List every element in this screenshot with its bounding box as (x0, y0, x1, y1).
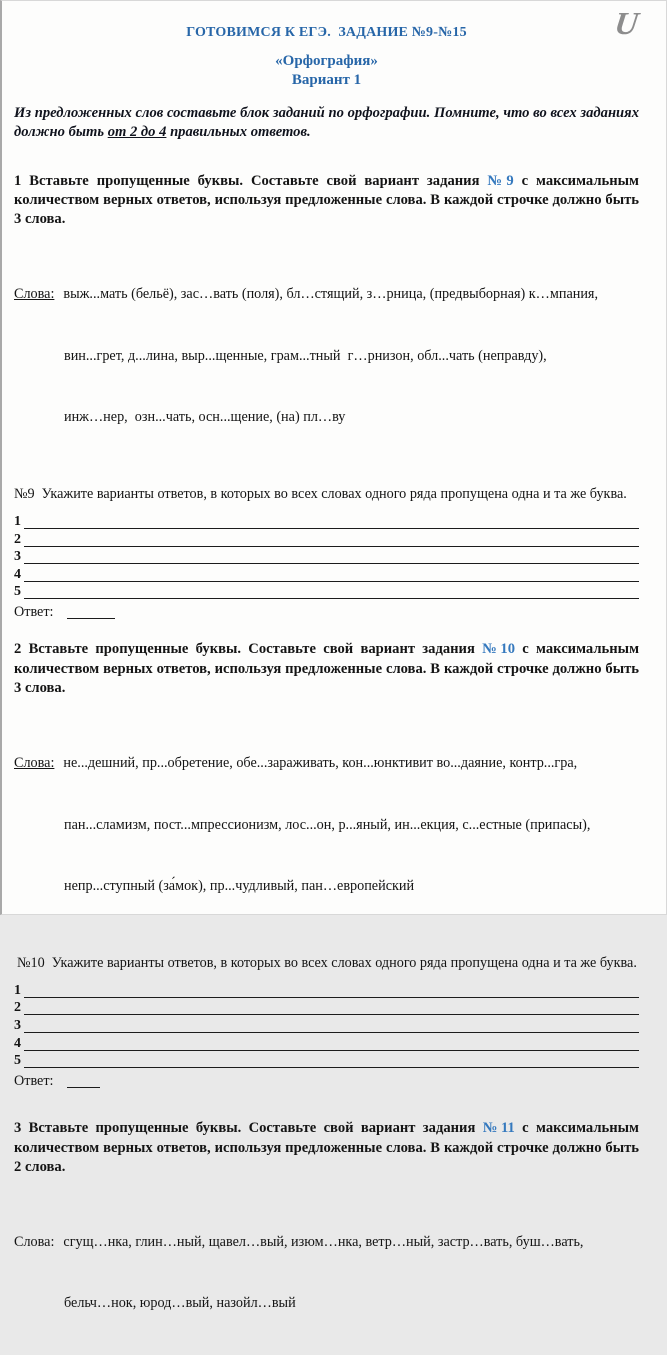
ruled-row (14, 564, 639, 582)
task-2-text-before: Вставьте пропущенные буквы. Составьте свой вариант задания (28, 641, 483, 658)
task-1-answer-label: Ответ: (14, 604, 54, 621)
ruled-blank-line (24, 545, 639, 547)
ruled-row (14, 1051, 639, 1069)
ruled-row-number: 5 (14, 1053, 21, 1069)
ruled-row (14, 547, 639, 565)
task-2-question-text: Укажите варианты ответов, в которых во всех словах одного ряда пропущена одна и та же буква. (51, 955, 637, 972)
task-2-question (14, 953, 639, 973)
task-1-number: 1 (14, 172, 22, 189)
ruled-row-number: 2 (14, 531, 21, 547)
task-2-words-line: пан...сламизм, пост...мпрессионизм, лос...он, р...яный, ин...екция, с...естные (припасы), (64, 816, 591, 833)
task-1-question-text: Укажите варианты ответов, в которых во всех словах одного ряда пропущена одна и та же буква. (41, 486, 627, 503)
task-2-words-line: не...дешний, пр...обретение, обе...зараживать, кон...юнктивит во...даяние, контр...гра, (63, 754, 578, 771)
task-1-text-after: с максимальным количеством верных ответов, используя предложенные слова. В каждой строчке должно быть 3 слова. (14, 172, 639, 228)
task-2-ref: №10 (482, 641, 516, 658)
task-3-text-before: Вставьте пропущенные буквы. Составьте свой вариант задания (28, 1120, 483, 1137)
ruled-blank-line (24, 1049, 639, 1051)
task-1-answer-lines (14, 511, 639, 599)
ruled-row-number: 1 (14, 982, 21, 998)
task-2-question-ref: №10 (17, 955, 45, 972)
ruled-row-number: 3 (14, 1018, 21, 1034)
task-2-words (14, 712, 639, 939)
doc-subtitle: «Орфография» (275, 53, 378, 69)
task-1-text-before: Вставьте пропущенные буквы. Составьте свой вариант задания (29, 172, 488, 189)
task-1-ref: №9 (487, 172, 514, 189)
task-1-words-line: инж…нер, озн...чать, осн...щение, (на) пл…ву (64, 409, 346, 426)
instructions-text-before: Из предложенных слов составьте блок заданий по орфографии. Помните, что во всех заданиях должно быть (14, 105, 639, 141)
task-3-text-after: с максимальным количеством верных ответов, используя предложенные слова. В каждой строчке должно быть 2 слова. (14, 1120, 639, 1176)
doc-title: ГОТОВИМСЯ К ЕГЭ. ЗАДАНИЕ №9-№15 (186, 25, 467, 40)
ruled-row-number: 1 (14, 514, 21, 529)
watermark-monogram: U (612, 5, 641, 41)
ruled-row (14, 511, 639, 529)
task-3-statement (14, 1119, 639, 1177)
document-header (14, 25, 639, 89)
task-1-words-line: вин...грет, д...лина, выр...щенные, грам...тный г…рнизон, обл...чать (неправду), (64, 347, 547, 364)
task-3-words-line: сгущ…нка, глин…ный, щавел…вый, изюм…нка, ветр…ный, застр…вать, буш…вать, (63, 1233, 584, 1250)
task-3-words (14, 1190, 639, 1355)
ruled-row-number: 5 (14, 584, 21, 600)
task-3-words-label: Слова: (14, 1233, 55, 1250)
ruled-row (14, 1015, 639, 1033)
ruled-row-number: 4 (14, 1035, 21, 1051)
general-instructions (14, 104, 639, 143)
task-2-answer-row (14, 1071, 639, 1090)
task-2-words-line: непр...ступный (за́мок), пр...чудливый, пан…европейский (64, 878, 415, 895)
ruled-blank-line (24, 996, 639, 998)
task-1-answer-row (14, 602, 639, 621)
ruled-row (14, 1033, 639, 1051)
instructions-text-after: правильных ответов. (166, 124, 311, 141)
task-2-number: 2 (14, 641, 22, 658)
task-1-words-line: выж...мать (бельё), зас…вать (поля), бл…стящий, з…рница, (предвыборная) к…мпания, (63, 285, 598, 302)
ruled-blank-line (24, 1031, 639, 1033)
task-2-text-after: с максимальным количеством верных ответов, используя предложенные слова. В каждой строчке должно быть 3 слова. (14, 641, 640, 697)
task-1-question-ref: №9 (14, 486, 35, 503)
task-3-number: 3 (14, 1120, 22, 1137)
task-1-question (14, 484, 639, 504)
task-2-answer-label: Ответ: (14, 1073, 54, 1090)
ruled-row (14, 582, 639, 600)
task-2-words-label: Слова: (14, 754, 55, 771)
ruled-row-number: 3 (14, 549, 21, 565)
ruled-blank-line (24, 580, 639, 582)
task-1-statement (14, 172, 639, 230)
ruled-row-number: 2 (14, 1000, 21, 1016)
ruled-row (14, 980, 639, 998)
task-1-words (14, 243, 639, 470)
task-1-words-label: Слова: (14, 285, 55, 302)
ruled-row (14, 998, 639, 1016)
ruled-row-number: 4 (14, 566, 21, 582)
task-2-statement (14, 640, 639, 698)
ruled-blank-line (24, 562, 639, 564)
instructions-underlined-range: от 2 до 4 (107, 124, 167, 141)
ruled-row (14, 529, 639, 547)
task-2-answer-lines (14, 980, 639, 1068)
ruled-blank-line (24, 597, 639, 599)
ruled-blank-line (24, 1013, 639, 1015)
task-3-ref: №11 (482, 1120, 515, 1137)
doc-variant: Вариант 1 (291, 72, 362, 88)
task-2-answer-blank (67, 1086, 100, 1088)
task-3-words-line: бельч…нок, юрод…вый, назойл…вый (64, 1295, 296, 1312)
ruled-blank-line (24, 1066, 639, 1068)
task-1-answer-blank (67, 617, 115, 619)
ruled-blank-line (24, 527, 639, 529)
